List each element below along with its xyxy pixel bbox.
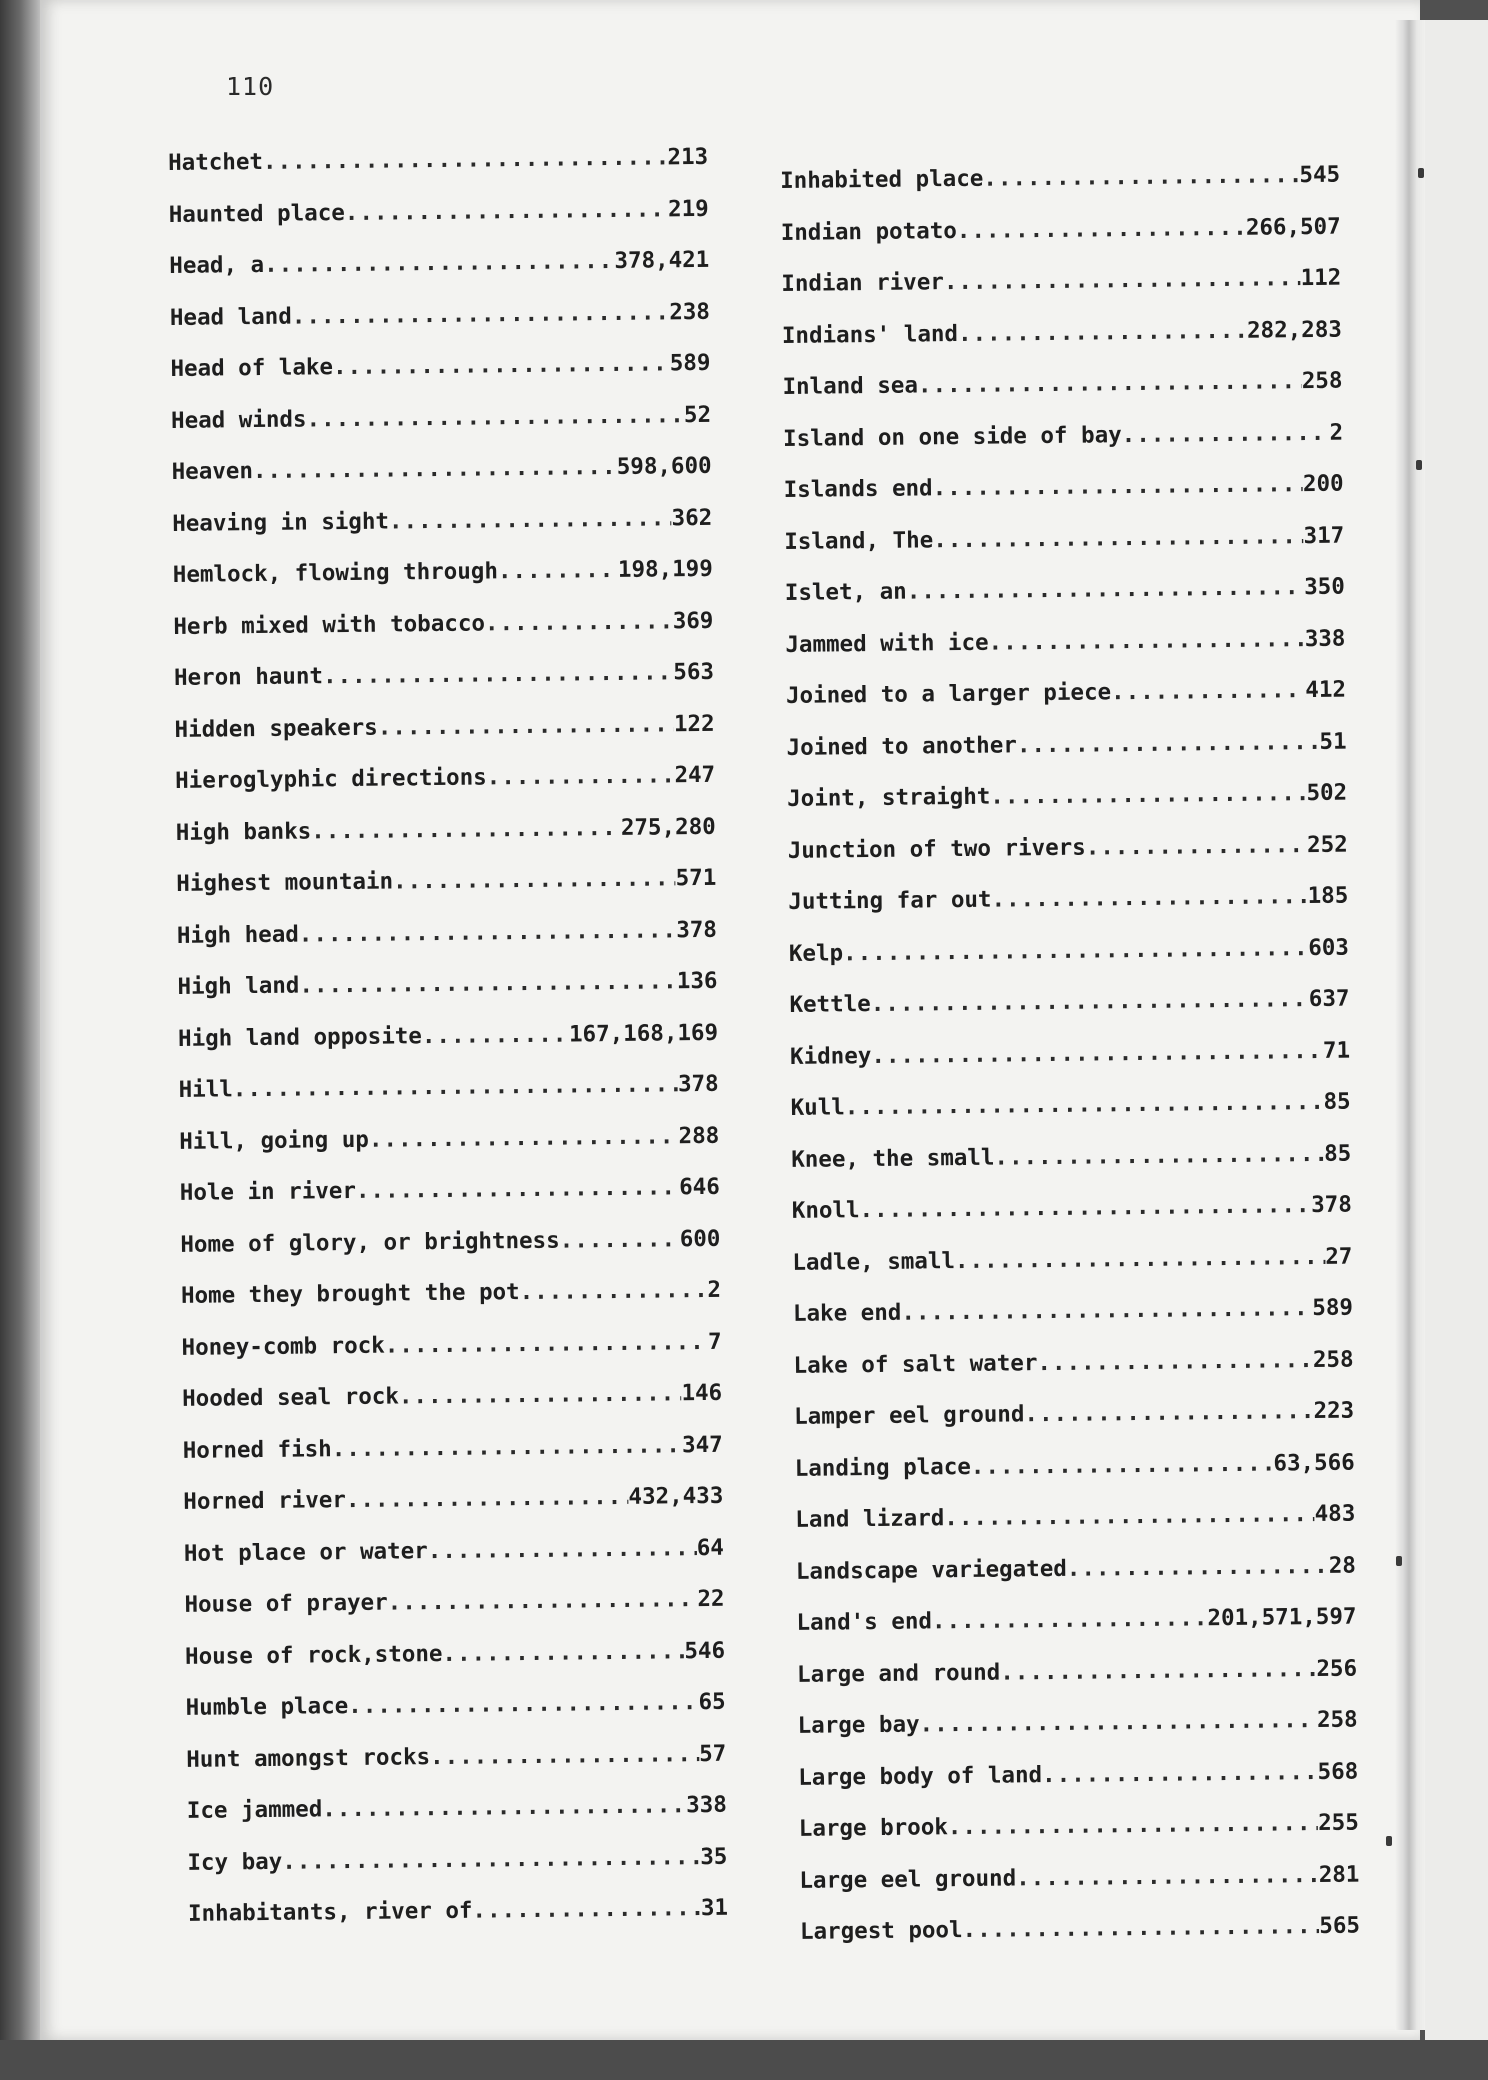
dot-leader bbox=[990, 780, 1306, 810]
index-term: High land opposite bbox=[177, 1022, 423, 1052]
index-entry bbox=[187, 1843, 728, 1901]
page-reference: 146 bbox=[681, 1379, 723, 1407]
dot-leader bbox=[944, 265, 1301, 295]
page-reference: 571 bbox=[675, 864, 717, 892]
page-number: 110 bbox=[226, 72, 275, 101]
page-reference: 57 bbox=[698, 1740, 727, 1767]
dot-leader bbox=[422, 1021, 569, 1049]
dot-leader bbox=[472, 1895, 701, 1924]
index-column-left bbox=[168, 144, 728, 1953]
index-entry bbox=[168, 144, 709, 202]
page-reference: 603 bbox=[1308, 934, 1350, 961]
page-reference: 378 bbox=[676, 916, 718, 943]
margin-mark bbox=[1418, 168, 1424, 178]
index-entry bbox=[784, 471, 1345, 529]
page-reference: 350 bbox=[1303, 573, 1345, 601]
dot-leader bbox=[1017, 728, 1320, 757]
dot-leader bbox=[393, 865, 676, 894]
index-term: Landscape variegated bbox=[795, 1555, 1067, 1585]
dot-leader bbox=[378, 711, 674, 740]
index-entry bbox=[789, 934, 1350, 992]
index-entry bbox=[783, 419, 1344, 477]
index-term: Hieroglyphic directions bbox=[175, 764, 487, 794]
dot-leader bbox=[292, 299, 670, 329]
index-term: Large and round bbox=[796, 1659, 1001, 1688]
dot-leader bbox=[299, 968, 677, 998]
dot-leader bbox=[933, 471, 1304, 501]
index-term: Hunt amongst rocks bbox=[186, 1743, 431, 1773]
page-reference: 646 bbox=[679, 1173, 720, 1201]
index-entry bbox=[177, 916, 718, 974]
index-term: Landing place bbox=[794, 1453, 971, 1482]
dot-leader bbox=[901, 1295, 1312, 1326]
page-reference: 238 bbox=[669, 298, 711, 325]
index-term: Head of lake bbox=[170, 354, 334, 382]
page-reference: 546 bbox=[684, 1637, 726, 1664]
dot-leader bbox=[932, 1605, 1208, 1634]
index-entry bbox=[182, 1380, 723, 1438]
index-term: Hole in river bbox=[179, 1177, 357, 1206]
dot-leader bbox=[1037, 1347, 1313, 1376]
margin-mark bbox=[1416, 460, 1422, 470]
index-entry bbox=[792, 1243, 1353, 1301]
page-reference: 282,283 bbox=[1246, 316, 1343, 344]
page-reference: 378,421 bbox=[614, 246, 710, 274]
page-reference: 563 bbox=[673, 658, 715, 686]
index-entry bbox=[798, 1707, 1359, 1765]
page-reference: 432,433 bbox=[628, 1482, 724, 1510]
index-entry bbox=[793, 1295, 1354, 1353]
index-entry bbox=[173, 607, 714, 665]
index-entry bbox=[786, 728, 1347, 786]
page-reference: 2 bbox=[707, 1276, 722, 1303]
dot-leader bbox=[369, 1123, 679, 1153]
index-term: High banks bbox=[175, 817, 312, 846]
index-term: Heaving in sight bbox=[172, 508, 390, 537]
index-term: Large brook bbox=[798, 1814, 948, 1842]
index-term: Home of glory, or brightness bbox=[180, 1227, 560, 1258]
index-term: Ice jammed bbox=[186, 1796, 323, 1824]
index-entry bbox=[170, 298, 711, 356]
index-entry bbox=[169, 247, 710, 305]
dot-leader bbox=[385, 1328, 709, 1358]
dot-leader bbox=[322, 1792, 686, 1822]
index-term: Head land bbox=[169, 303, 292, 331]
dot-leader bbox=[1067, 1552, 1329, 1581]
index-term: Large bay bbox=[797, 1711, 920, 1739]
dot-leader bbox=[918, 368, 1302, 398]
dot-leader bbox=[430, 1741, 699, 1770]
index-entry bbox=[799, 1861, 1360, 1919]
dot-leader bbox=[955, 1243, 1326, 1273]
index-entry bbox=[789, 986, 1350, 1044]
index-entry bbox=[176, 865, 717, 923]
index-entry bbox=[187, 1792, 728, 1850]
page-reference: 637 bbox=[1308, 985, 1350, 1013]
page-reference: 598,600 bbox=[616, 452, 712, 480]
page-reference: 412 bbox=[1305, 676, 1347, 704]
index-entry bbox=[184, 1586, 725, 1644]
index-entry bbox=[798, 1758, 1359, 1816]
page-reference: 64 bbox=[696, 1534, 725, 1561]
index-term: Indians' land bbox=[781, 320, 959, 349]
index-entry bbox=[794, 1398, 1355, 1456]
index-term: Kull bbox=[790, 1094, 845, 1121]
dot-leader bbox=[1111, 677, 1306, 705]
dot-leader bbox=[345, 196, 669, 226]
index-entry bbox=[790, 1037, 1351, 1095]
page-reference: 256 bbox=[1316, 1655, 1358, 1682]
index-entry bbox=[786, 677, 1347, 735]
index-entry bbox=[183, 1483, 724, 1541]
dot-leader bbox=[843, 935, 1308, 966]
index-entry bbox=[781, 265, 1342, 323]
index-term: Honey-comb rock bbox=[181, 1332, 385, 1361]
index-entry bbox=[170, 350, 711, 408]
index-entry bbox=[171, 401, 712, 459]
index-entry bbox=[176, 813, 717, 871]
index-term: Heaven bbox=[171, 458, 254, 485]
index-term: Highest mountain bbox=[176, 868, 394, 897]
index-term: Ladle, small bbox=[792, 1247, 956, 1276]
page-reference: 362 bbox=[671, 504, 713, 531]
index-entry bbox=[175, 762, 716, 820]
index-term: Land lizard bbox=[795, 1505, 945, 1533]
index-term: Kidney bbox=[789, 1042, 872, 1070]
index-term: Hooded seal rock bbox=[182, 1383, 400, 1412]
index-term: Home they brought the pot bbox=[180, 1279, 520, 1309]
dot-leader bbox=[389, 505, 672, 534]
page-reference: 27 bbox=[1325, 1243, 1353, 1270]
index-term: Joint, straight bbox=[787, 783, 991, 812]
index-entry bbox=[178, 1019, 719, 1077]
index-term: Icy bay bbox=[187, 1848, 283, 1876]
page-reference: 338 bbox=[686, 1791, 727, 1819]
index-entry bbox=[780, 162, 1341, 220]
index-entry bbox=[174, 659, 715, 717]
index-term: Large body of land bbox=[798, 1761, 1043, 1791]
dot-leader bbox=[948, 1810, 1319, 1840]
index-entry bbox=[795, 1449, 1356, 1507]
page-reference: 185 bbox=[1307, 882, 1349, 910]
dot-leader bbox=[991, 883, 1307, 913]
index-term: High head bbox=[176, 921, 299, 949]
page-reference: 281 bbox=[1318, 1861, 1360, 1888]
index-term: Horned fish bbox=[182, 1435, 332, 1464]
index-term: Hill, going up bbox=[179, 1126, 370, 1155]
index-entry bbox=[797, 1655, 1358, 1713]
page-reference: 378 bbox=[677, 1070, 719, 1098]
dot-leader bbox=[253, 454, 617, 484]
page-reference: 338 bbox=[1304, 625, 1346, 652]
index-term: Hemlock, flowing through bbox=[172, 558, 499, 588]
index-entry bbox=[781, 213, 1342, 271]
dot-leader bbox=[264, 248, 615, 278]
index-term: Joined to another bbox=[786, 731, 1018, 761]
index-entry bbox=[179, 1071, 720, 1129]
dot-leader bbox=[1042, 1759, 1318, 1788]
index-term: Indian river bbox=[781, 269, 945, 297]
index-entry bbox=[796, 1604, 1357, 1662]
index-term: Island, The bbox=[784, 526, 934, 555]
margin-mark bbox=[1386, 1836, 1392, 1846]
dot-leader bbox=[1086, 832, 1308, 861]
page-reference: 483 bbox=[1314, 1500, 1356, 1528]
index-entry bbox=[183, 1431, 724, 1489]
index-entry bbox=[180, 1225, 721, 1283]
dot-leader bbox=[388, 1586, 698, 1616]
dot-leader bbox=[560, 1226, 680, 1253]
page-reference: 122 bbox=[673, 710, 715, 737]
index-entry bbox=[799, 1810, 1360, 1868]
index-term: Horned river bbox=[183, 1487, 347, 1515]
dot-leader bbox=[1024, 1398, 1313, 1427]
dot-leader bbox=[306, 402, 684, 432]
index-entry bbox=[800, 1913, 1361, 1971]
index-entry bbox=[174, 710, 715, 768]
dot-leader bbox=[346, 1484, 629, 1513]
index-term: High land bbox=[177, 972, 300, 1000]
index-entry bbox=[796, 1552, 1357, 1610]
index-term: Largest pool bbox=[799, 1917, 963, 1945]
dot-leader bbox=[485, 608, 673, 636]
index-term: Hill bbox=[178, 1076, 233, 1103]
index-term: Kettle bbox=[789, 991, 871, 1018]
page-reference: 22 bbox=[697, 1585, 725, 1613]
index-entry bbox=[782, 316, 1343, 374]
index-term: Humble place bbox=[185, 1693, 349, 1721]
dot-leader bbox=[1122, 419, 1330, 447]
facing-page-edge bbox=[1425, 20, 1488, 2040]
dot-leader bbox=[859, 1192, 1311, 1223]
page-reference: 85 bbox=[1323, 1088, 1351, 1115]
page-reference: 568 bbox=[1317, 1758, 1359, 1785]
page-reference: 7 bbox=[707, 1328, 722, 1355]
dot-leader bbox=[845, 1089, 1324, 1120]
index-entry bbox=[788, 831, 1349, 889]
index-entry bbox=[791, 1140, 1352, 1198]
page-reference: 258 bbox=[1312, 1346, 1354, 1373]
dot-leader bbox=[519, 1277, 707, 1305]
dot-leader bbox=[348, 1689, 699, 1719]
page-reference: 219 bbox=[667, 195, 709, 222]
index-term: Land's end bbox=[796, 1608, 933, 1636]
index-entry bbox=[188, 1895, 729, 1953]
dot-leader bbox=[871, 986, 1309, 1017]
page-reference: 275,280 bbox=[620, 813, 716, 841]
index-entry bbox=[177, 968, 718, 1026]
page-reference: 35 bbox=[700, 1843, 728, 1870]
dot-leader bbox=[871, 1037, 1323, 1068]
index-term: Hidden speakers bbox=[174, 714, 378, 743]
dot-leader bbox=[944, 1501, 1315, 1531]
page-reference: 31 bbox=[700, 1894, 729, 1922]
dot-leader bbox=[958, 317, 1247, 346]
index-entry bbox=[185, 1637, 726, 1695]
index-term: Head, a bbox=[169, 251, 265, 279]
page-reference: 347 bbox=[681, 1431, 723, 1458]
dot-leader bbox=[282, 1844, 700, 1875]
dot-leader bbox=[498, 557, 618, 584]
page-reference: 200 bbox=[1302, 470, 1344, 498]
index-entry bbox=[172, 504, 713, 562]
index-term: Large eel ground bbox=[799, 1864, 1017, 1894]
page-reference: 502 bbox=[1306, 779, 1348, 807]
index-term: House of rock,stone bbox=[184, 1640, 443, 1670]
dot-leader bbox=[428, 1535, 697, 1564]
dot-leader bbox=[1000, 1656, 1316, 1686]
page-gutter bbox=[1395, 20, 1425, 2030]
page-reference: 252 bbox=[1306, 831, 1348, 858]
index-term: House of prayer bbox=[184, 1589, 388, 1618]
index-term: Indian potato bbox=[780, 217, 957, 246]
index-term: Lamper eel ground bbox=[794, 1401, 1025, 1430]
index-entry bbox=[784, 522, 1345, 580]
dot-leader bbox=[263, 144, 668, 175]
page-reference: 28 bbox=[1328, 1552, 1357, 1579]
index-entry bbox=[792, 1192, 1353, 1250]
index-term: Head winds bbox=[170, 405, 307, 434]
page-reference: 223 bbox=[1313, 1397, 1355, 1425]
dot-leader bbox=[233, 1071, 678, 1102]
index-entry bbox=[787, 780, 1348, 838]
index-entry bbox=[181, 1277, 722, 1335]
page-reference: 63,566 bbox=[1273, 1449, 1355, 1476]
page-reference: 258 bbox=[1316, 1706, 1358, 1734]
index-term: Inhabitants, river of bbox=[187, 1897, 473, 1927]
index-term: Hatchet bbox=[168, 148, 264, 176]
dot-leader bbox=[356, 1174, 680, 1204]
index-term: Herb mixed with tobacco bbox=[173, 609, 486, 640]
page-reference: 2 bbox=[1329, 419, 1344, 446]
dot-leader bbox=[333, 350, 670, 380]
index-entry bbox=[186, 1689, 727, 1747]
index-entry bbox=[791, 1089, 1352, 1147]
dot-leader bbox=[994, 1140, 1324, 1170]
index-column-right bbox=[780, 162, 1360, 1971]
dot-leader bbox=[983, 162, 1299, 192]
index-entry bbox=[179, 1122, 720, 1180]
page-reference: 545 bbox=[1299, 161, 1341, 189]
index-entry bbox=[184, 1534, 725, 1592]
index-entry bbox=[782, 368, 1343, 426]
page-reference: 85 bbox=[1323, 1140, 1352, 1167]
page-reference: 266,507 bbox=[1245, 213, 1341, 241]
index-term: Junction of two rivers bbox=[787, 834, 1086, 864]
index-term: Inland sea bbox=[782, 372, 919, 400]
page-reference: 65 bbox=[698, 1688, 726, 1716]
page-reference: 600 bbox=[679, 1225, 721, 1252]
index-term: Haunted place bbox=[168, 199, 345, 228]
page-reference: 71 bbox=[1322, 1037, 1351, 1064]
dot-leader bbox=[323, 659, 674, 689]
page-reference: 589 bbox=[1312, 1294, 1354, 1322]
margin-mark bbox=[1396, 1556, 1402, 1566]
dot-leader bbox=[399, 1380, 682, 1409]
dot-leader bbox=[957, 214, 1246, 243]
page-reference: 369 bbox=[672, 607, 714, 634]
page-reference: 198,199 bbox=[617, 555, 713, 583]
page-reference: 167,168,169 bbox=[568, 1019, 719, 1048]
page-reference: 51 bbox=[1319, 728, 1347, 755]
page-reference: 565 bbox=[1319, 1912, 1361, 1939]
index-term: Islet, an bbox=[784, 578, 907, 606]
index-entry bbox=[785, 625, 1346, 683]
dot-leader bbox=[988, 626, 1304, 656]
index-term: Lake of salt water bbox=[793, 1349, 1038, 1379]
index-term: Lake end bbox=[792, 1299, 902, 1327]
page-reference: 258 bbox=[1301, 367, 1343, 395]
index-entry bbox=[181, 1328, 722, 1386]
index-term: Jutting far out bbox=[788, 886, 992, 915]
page-reference: 247 bbox=[674, 761, 716, 789]
index-entry bbox=[788, 883, 1349, 941]
index-term: Joined to a larger piece bbox=[785, 679, 1112, 709]
page-reference: 378 bbox=[1311, 1191, 1352, 1219]
page-reference: 255 bbox=[1318, 1809, 1359, 1837]
index-entry bbox=[186, 1740, 727, 1798]
dot-leader bbox=[487, 762, 675, 790]
index-term: Islands end bbox=[783, 475, 933, 503]
dot-leader bbox=[299, 917, 677, 947]
index-entry bbox=[785, 574, 1346, 632]
dot-leader bbox=[962, 1913, 1319, 1943]
index-term: Island on one side of bay bbox=[782, 421, 1122, 452]
dot-leader bbox=[311, 814, 621, 844]
index-term: Knoll bbox=[791, 1197, 860, 1224]
page-reference: 201,571,597 bbox=[1207, 1603, 1357, 1632]
index-entry bbox=[180, 1174, 721, 1232]
index-entry bbox=[172, 453, 713, 511]
page-reference: 136 bbox=[676, 967, 718, 995]
index-entry bbox=[169, 195, 710, 253]
index-entry bbox=[795, 1501, 1356, 1559]
scan-bottom-border bbox=[0, 2040, 1488, 2080]
dot-leader bbox=[907, 574, 1305, 605]
index-term: Knee, the small bbox=[791, 1144, 995, 1173]
page-reference: 52 bbox=[683, 401, 712, 428]
index-term: Heron haunt bbox=[173, 663, 324, 691]
index-term: Hot place or water bbox=[183, 1537, 428, 1567]
page-reference: 112 bbox=[1300, 264, 1342, 292]
dot-leader bbox=[971, 1450, 1274, 1479]
page-reference: 317 bbox=[1303, 522, 1345, 549]
dot-leader bbox=[332, 1432, 683, 1462]
dot-leader bbox=[442, 1638, 684, 1667]
dot-leader bbox=[1016, 1861, 1319, 1890]
index-entry bbox=[793, 1346, 1354, 1404]
index-term: Inhabited place bbox=[780, 165, 984, 194]
index-term: Jammed with ice bbox=[785, 629, 989, 658]
page-reference: 589 bbox=[669, 349, 711, 377]
dot-leader bbox=[933, 523, 1304, 553]
page-reference: 213 bbox=[667, 143, 709, 171]
index-term: Kelp bbox=[788, 939, 844, 967]
index-entry bbox=[173, 556, 714, 614]
page-reference: 288 bbox=[678, 1122, 720, 1149]
dot-leader bbox=[919, 1707, 1317, 1738]
